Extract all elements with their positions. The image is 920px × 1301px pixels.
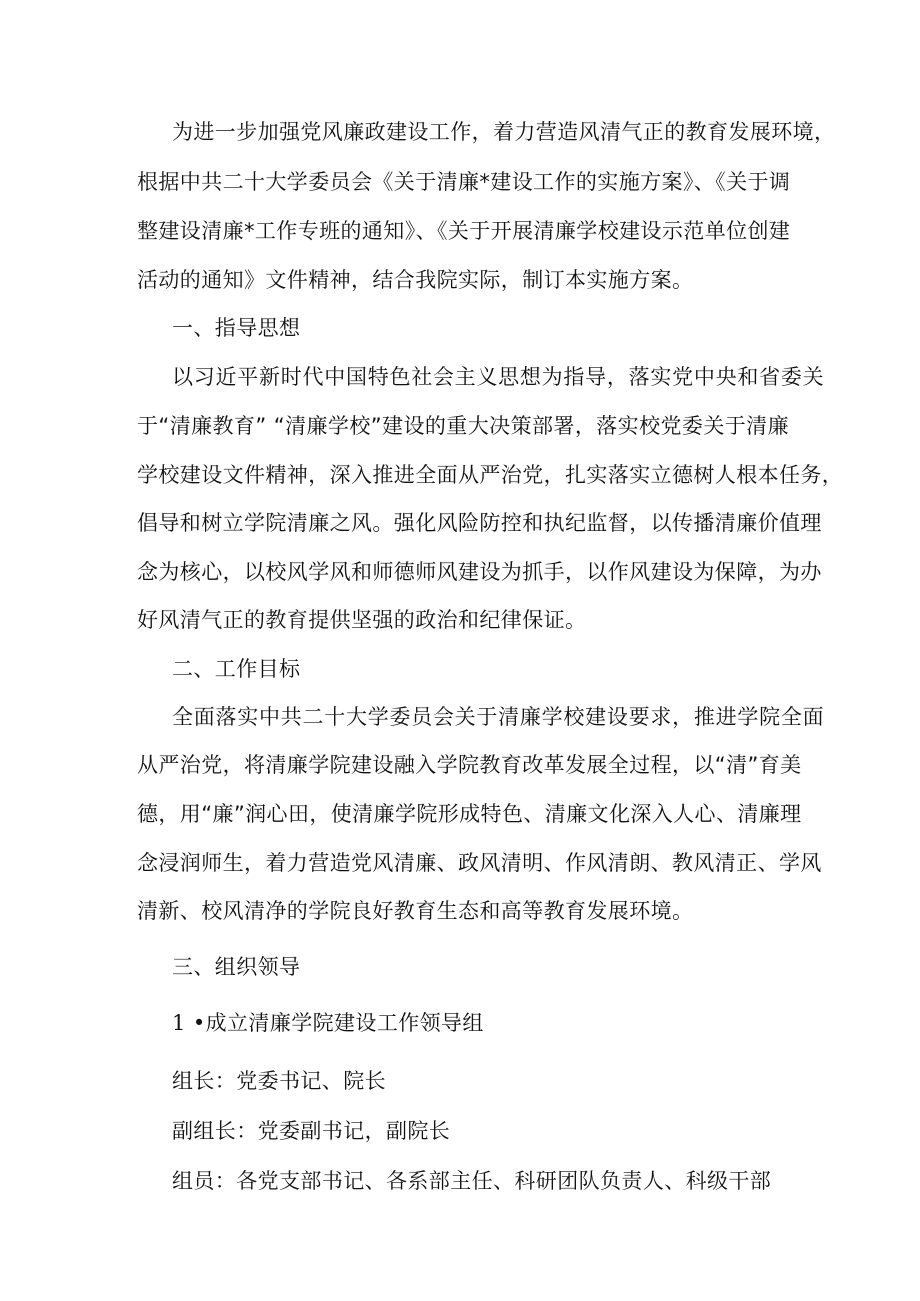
intro-line-4: 活动的通知》文件精神，结合我院实际，制订本实施方案。 xyxy=(137,268,694,292)
section1-line-4: 倡导和树立学院清廉之风。强化风险防控和执纪监督，以传播清廉价值理 xyxy=(137,511,822,535)
intro-line-3: 整建设清廉*工作专班的通知》、《关于开展清廉学校建设示范单位创建 xyxy=(137,219,791,243)
section2-line-5: 清新、校风清净的学院良好教育生态和高等教育发展环境。 xyxy=(137,899,694,923)
member-members: 组员：各党支部书记、各系部主任、科研团队负责人、科级干部 xyxy=(172,1169,772,1193)
section1-line-3: 学校建设文件精神，深入推进全面从严治党，扎实落实立德树人根本任务， xyxy=(137,463,844,487)
intro-line-2: 根据中共二十大学委员会《关于清廉*建设工作的实施方案》、《关于调 xyxy=(137,170,791,194)
section1-line-2: 于“清廉教育” “清廉学校”建设的重大决策部署，落实校党委关于清廉 xyxy=(137,414,789,438)
member-deputy-leader: 副组长：党委副书记，副院长 xyxy=(172,1119,451,1143)
section2-line-1: 全面落实中共二十大学委员会关于清廉学校建设要求，推进学院全面 xyxy=(172,705,824,729)
section-heading-work-goals: 二、工作目标 xyxy=(172,657,301,681)
section-heading-organization: 三、组织领导 xyxy=(172,955,301,979)
intro-line-1: 为进一步加强党风廉政建设工作，着力营造风清气正的教育发展环境， xyxy=(172,120,836,144)
section2-line-4: 念浸润师生，着力营造党风清廉、政风清明、作风清朗、教风清正、学风 xyxy=(137,851,822,875)
subheading-leadership-group xyxy=(172,1008,824,1038)
section2-line-3: 德，用“廉”润心田，使清廉学院形成特色、清廉文化深入人心、清廉理 xyxy=(137,802,802,826)
section1-line-1: 以习近平新时代中国特色社会主义思想为指导，落实党中央和省委关 xyxy=(172,365,824,389)
member-leader: 组长：党委书记、院长 xyxy=(172,1069,386,1093)
subheading-number: 1 xyxy=(172,1011,186,1035)
section1-line-5: 念为核心，以校风学风和师德师风建设为抓手，以作风建设为保障，为办 xyxy=(137,560,822,584)
section-heading-guiding-thought: 一、指导思想 xyxy=(172,316,301,340)
section2-line-2: 从严治党，将清廉学院建设融入学院教育改革发展全过程，以“清”育美 xyxy=(137,753,802,777)
section1-line-6: 好风清气正的教育提供坚强的政治和纪律保证。 xyxy=(137,608,587,632)
subheading-text: •成立清廉学院建设工作领导组 xyxy=(192,1011,484,1035)
